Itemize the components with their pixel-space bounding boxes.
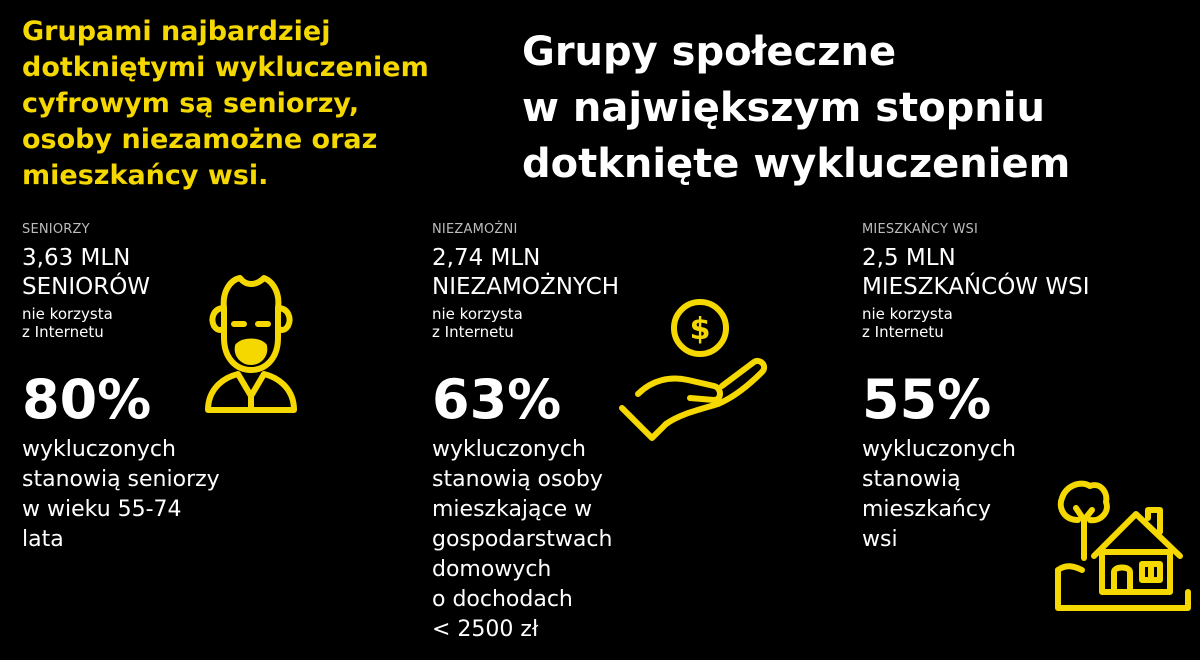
page-title-line: dotknięte wykluczeniem [522,141,1071,187]
group-note-line: nie korzysta [432,305,523,323]
group-description-line: wsi [862,527,898,552]
group-count-line: SENIORÓW [22,274,151,300]
group-description-line: gospodarstwach [432,527,613,552]
rural-house-tree-icon [1052,474,1194,612]
page-title-line: Grupy społeczne [522,29,897,75]
group-description-line: lata [22,527,64,552]
page-title [522,24,1192,192]
group-count-line: MIESZKAŃCÓW WSI [862,274,1090,300]
lead-line: cyfrowym są seniorzy, [22,88,360,119]
lead-line: dotkniętymi wykluczeniem [22,52,429,83]
hand-dollar-coin-icon [614,292,774,442]
group-count-line: 3,63 MLN [22,245,131,271]
dollar-sign: $ [689,312,711,347]
lead-line: mieszkańcy wsi. [22,160,269,191]
group-description-line: stanowią osoby [432,467,603,492]
group-note-line: z Internetu [862,323,944,341]
group-note [862,305,1192,341]
group-category: SENIORZY [22,222,90,237]
group-note-line: z Internetu [22,323,104,341]
group-description-line: o dochodach [432,587,573,612]
group-count-line: 2,74 MLN [432,245,541,271]
group-description-line: stanowią seniorzy [22,467,220,492]
group-description-line: < 2500 zł [432,617,539,642]
group-description [22,435,402,555]
group-percent: 80% [22,368,152,431]
group-description-line: wykluczonych [432,437,586,462]
group-percent: 63% [432,368,562,431]
group-count [862,244,1192,302]
group-count-line: 2,5 MLN [862,245,956,271]
group-description [432,435,832,645]
group-description-line: mieszkające w [432,497,593,522]
lead-statement [22,14,502,194]
page-title-line: w największym stopniu [522,85,1045,131]
group-count-line: NIEZAMOŻNYCH [432,274,620,300]
group-percent: 55% [862,368,992,431]
group-category: NIEZAMOŻNI [432,222,518,237]
group-note-line: nie korzysta [22,305,113,323]
group-category: MIESZKAŃCY WSI [862,222,978,237]
group-description-line: domowych [432,557,552,582]
group-description-line: stanowią [862,467,961,492]
lead-line: Grupami najbardziej [22,16,331,47]
senior-man-icon [200,266,302,414]
group-description-line: wykluczonych [862,437,1016,462]
group-description-line: mieszkańcy [862,497,991,522]
group-description-line: wykluczonych [22,437,176,462]
group-note-line: nie korzysta [862,305,953,323]
lead-line: osoby niezamożne oraz [22,124,378,155]
group-note-line: z Internetu [432,323,514,341]
group-description-line: w wieku 55-74 [22,497,182,522]
